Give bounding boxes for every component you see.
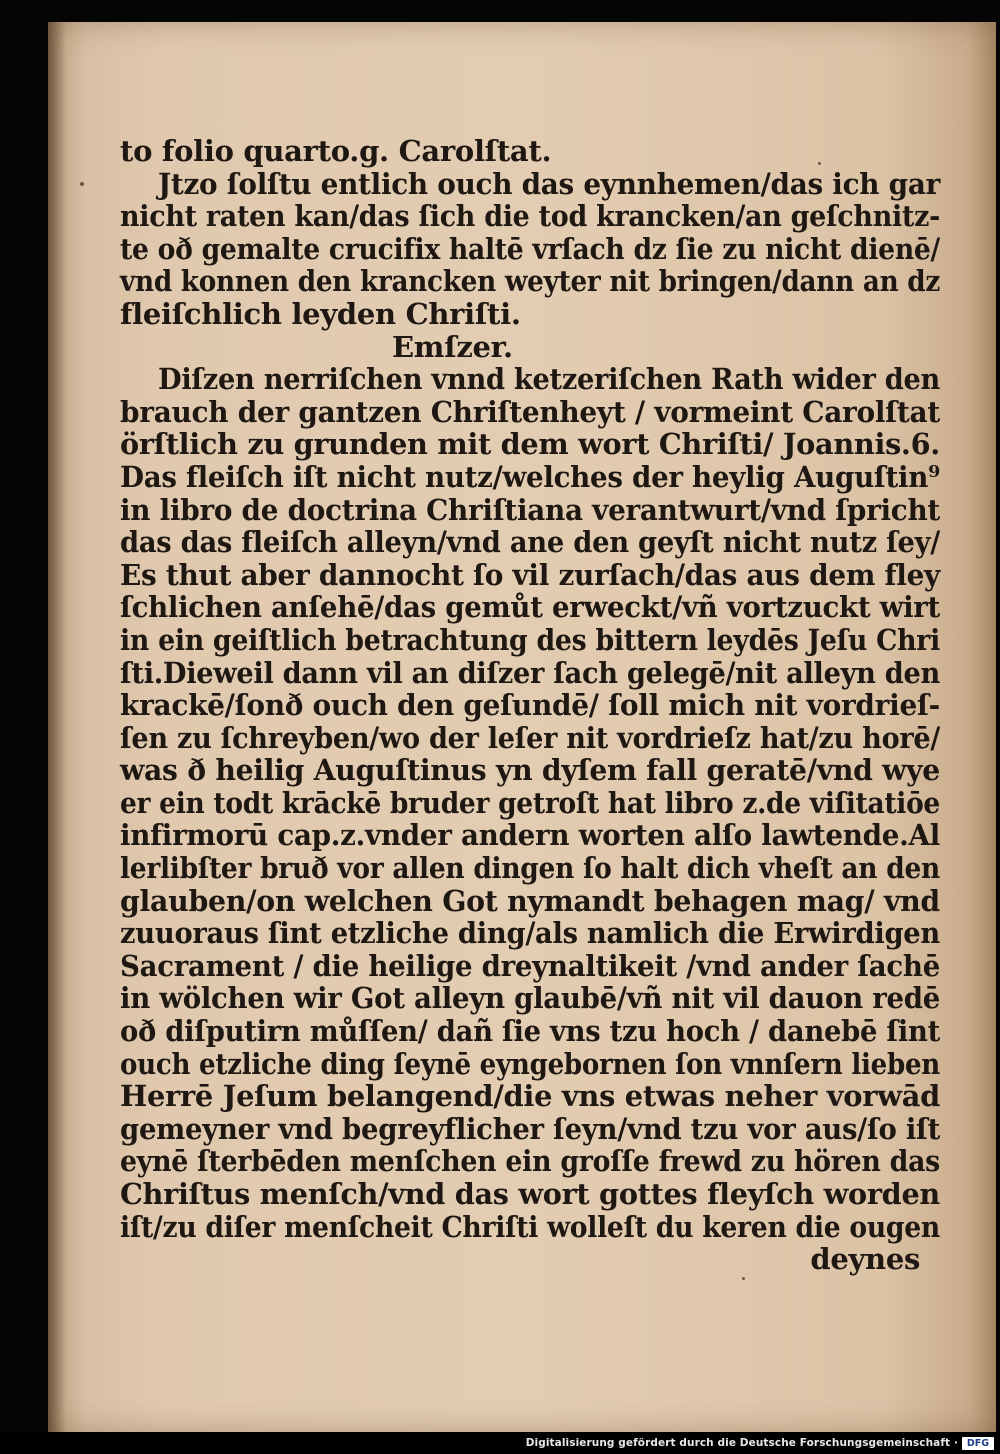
funding-credit: Digitalisierung gefördert durch die Deutsche Forschungsgemeinschaft · <box>525 1437 958 1449</box>
text-line: nicht raten kan/das ſich die tod krancken/an geſchnitz- <box>120 199 940 234</box>
text-line: Jtzo ſolſtu entlich ouch das eynnhemen/das ich gar <box>158 166 940 201</box>
text-line: ſti.Dieweil dann vil an diſzer ſach gelegē/nit alleyn den <box>120 655 940 690</box>
text-line: brauch der gantzen Chriſtenheyt / vormeint Carolſtat <box>120 394 940 429</box>
text-line: er ein todt krāckē bruder getroſt hat libro z.de viſitatiōe <box>120 785 940 820</box>
header-line: to folio quarto.g. Carolſtat. <box>120 134 552 168</box>
text-line: eynē ſterbēden menſchen ein groſſe frewd zu hören das <box>120 1144 940 1179</box>
text-line: in libro de doctrina Chriſtiana verantwurt/vnd ſpricht <box>120 492 940 527</box>
text-line: fleiſchlich leyden Chriſti. <box>120 296 521 331</box>
text-line: Es thut aber dannocht ſo vil zurſach/das aus dem fley <box>120 557 940 592</box>
text-line: lerlibſter bruð vor allen dingen ſo halt dich vheſt an den <box>120 851 940 886</box>
text-line: gemeyner vnd begreyflicher ſeyn/vnd tzu vor aus/ſo iſt <box>120 1111 940 1146</box>
catchword: deynes <box>810 1242 920 1277</box>
text-line: glauben/on welchen Got nymandt behagen mag/ vnd <box>120 883 940 918</box>
text-line: in ein geiſtlich betrachtung des bittern leydēs Jeſu Chri <box>120 622 940 657</box>
footer-bar <box>0 1432 1000 1454</box>
text-line: infirmorū cap.z.vnder andern worten alſo lawtende.Al <box>120 818 940 853</box>
text-line: ouch etzliche ding ſeynē eyngebornen ſon vnnſern lieben <box>120 1046 940 1081</box>
text-line: Das fleiſch iſt nicht nutz/welches der heylig Auguſtin⁹ <box>120 459 940 494</box>
text-line: ſchlichen anſehē/das gemůt erweckt/vñ vortzuckt wirt <box>120 590 940 625</box>
text-line: das das fleiſch alleyn/vnd ane den geyſt nicht nutz ſey/ <box>120 525 940 560</box>
text-line: zuuoraus ſint etzliche ding/als namlich die Erwirdigen <box>120 916 940 951</box>
text-line: Herrē Jeſum belangend/die vns etwas neher vorwād <box>120 1079 940 1114</box>
speaker-heading-emser: Emſzer. <box>392 329 513 364</box>
text-line: Chriſtus menſch/vnd das wort gottes fleyſch worden <box>120 1177 940 1211</box>
text-line: was ð heilig Auguſtinus yn dyſem fall geratē/vnd wye <box>120 753 940 788</box>
text-line: te oð gemalte crucifix haltē vrſach dz ſie zu nicht dienē/ <box>120 231 940 266</box>
text-line: krackē/ſonð ouch den geſundē/ ſoll mich nit vordrieſ- <box>120 688 940 723</box>
text-line: in wölchen wir Got alleyn glaubē/vñ nit vil dauon redē <box>120 981 940 1016</box>
paper-speck <box>742 1277 745 1280</box>
page-text <box>120 135 940 1276</box>
dfg-logo-icon: DFG <box>962 1437 994 1450</box>
text-line: Sacrament / die heilige dreynaltikeit /vnd ander ſachē <box>120 948 940 983</box>
text-line: oð diſputirn můſſen/ dañ ſie vns tzu hoch / danebē ſint <box>120 1014 940 1049</box>
text-line: iſt/zu diſer menſcheit Chriſti wolleſt du keren die ougen <box>120 1209 940 1244</box>
text-line: vnd konnen den krancken weyter nit bringen/dann an dz <box>120 264 940 299</box>
paper-speck <box>80 182 84 186</box>
text-line: ſen zu ſchreyben/wo der leſer nit vordrieſz hat/zu horē/ <box>120 720 940 755</box>
text-line: örſtlich zu grunden mit dem wort Chriſti/ Joannis.6. <box>120 427 940 462</box>
text-line: Diſzen nerriſchen vnnd ketzeriſchen Rath wider den <box>158 362 940 397</box>
